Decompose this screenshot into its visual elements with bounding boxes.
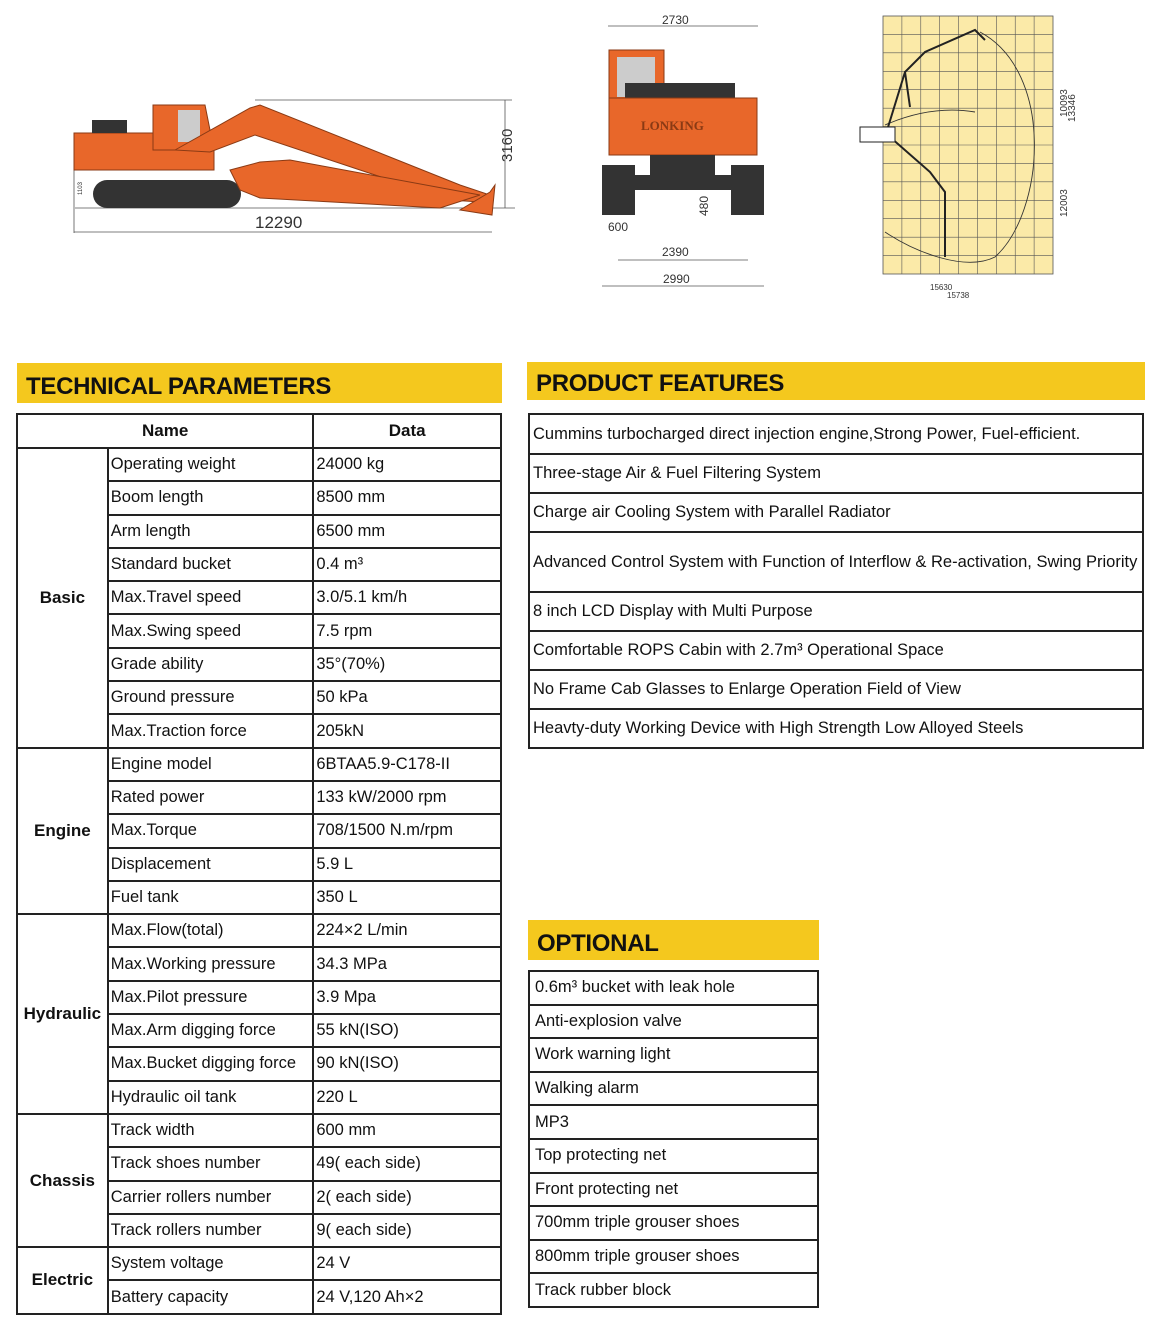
param-value: 24 V [313,1247,501,1280]
header-data: Data [313,414,501,448]
param-value: 90 kN(ISO) [313,1047,501,1080]
table-row [17,914,501,947]
param-name: Max.Torque [108,814,314,847]
param-value: 0.4 m³ [313,548,501,581]
optional-row [529,1206,818,1240]
feature-item: Cummins turbocharged direct injection engine,Strong Power, Fuel-efficient. [529,414,1143,454]
optional-row [529,1173,818,1207]
optional-row [529,1105,818,1139]
front-gauge-label: 2390 [662,245,689,259]
param-name: Battery capacity [108,1280,314,1313]
param-name: Engine model [108,748,314,781]
table-row [17,1114,501,1147]
param-value: 24 V,120 Ah×2 [313,1280,501,1313]
optional-item: MP3 [529,1105,818,1139]
param-value: 3.0/5.1 km/h [313,581,501,614]
optional-table [528,970,819,1308]
optional-item: Track rubber block [529,1273,818,1307]
feature-row [529,532,1143,592]
side-view-drawing [60,90,530,240]
table-row [17,448,501,481]
front-shoe-label: 600 [608,220,629,234]
optional-item: 800mm triple grouser shoes [529,1240,818,1274]
param-value: 9( each side) [313,1214,501,1247]
param-value: 224×2 L/min [313,914,501,947]
feature-item: No Frame Cab Glasses to Enlarge Operation Field of View [529,670,1143,709]
range-height2-label: 13346 [1067,94,1078,122]
param-name: Track width [108,1114,314,1147]
optional-item: Top protecting net [529,1139,818,1173]
param-name: Max.Bucket digging force [108,1047,314,1080]
param-name: Rated power [108,781,314,814]
optional-item: Walking alarm [529,1072,818,1106]
param-name: Max.Pilot pressure [108,981,314,1014]
optional-item: Front protecting net [529,1173,818,1207]
feature-row [529,709,1143,748]
group-label: Engine [17,748,108,914]
product-features-table [528,413,1144,749]
feature-row [529,631,1143,670]
param-name: Boom length [108,481,314,514]
side-height-label: 3160 [499,128,516,162]
feature-item: Charge air Cooling System with Parallel Radiator [529,493,1143,532]
param-name: Max.Working pressure [108,947,314,980]
range-reach-ground-label: 15630 [930,283,953,292]
optional-row [529,1038,818,1072]
param-name: Track shoes number [108,1147,314,1180]
param-value: 24000 kg [313,448,501,481]
optional-row [529,1273,818,1307]
param-value: 220 L [313,1081,501,1114]
param-name: Max.Flow(total) [108,914,314,947]
table-row [17,748,501,781]
param-value: 55 kN(ISO) [313,1014,501,1047]
param-name: Carrier rollers number [108,1181,314,1214]
param-value: 3.9 Mpa [313,981,501,1014]
param-name: Standard bucket [108,548,314,581]
optional-item: Anti-explosion valve [529,1005,818,1039]
optional-row [529,1240,818,1274]
param-value: 708/1500 N.m/rpm [313,814,501,847]
param-value: 133 kW/2000 rpm [313,781,501,814]
range-height-label: 10093 [1059,89,1070,117]
group-label: Basic [17,448,108,748]
optional-row [529,971,818,1005]
param-name: Displacement [108,848,314,881]
feature-item: Three-stage Air & Fuel Filtering System [529,454,1143,493]
front-overall-label: 2990 [663,272,690,286]
param-value: 34.3 MPa [313,947,501,980]
feature-item: Advanced Control System with Function of Interflow & Re-activation, Swing Priority [529,532,1143,592]
param-value: 6BTAA5.9-C178-II [313,748,501,781]
param-name: Max.Travel speed [108,581,314,614]
technical-parameters-heading: TECHNICAL PARAMETERS [17,363,502,403]
param-value: 5.9 L [313,848,501,881]
optional-heading: OPTIONAL [528,920,819,960]
product-features-heading: PRODUCT FEATURES [527,362,1145,400]
front-width-label: 2730 [662,13,689,27]
group-label: Hydraulic [17,914,108,1114]
param-name: Max.Traction force [108,714,314,747]
param-value: 600 mm [313,1114,501,1147]
param-name: Arm length [108,515,314,548]
side-clearance-label: 1103 [78,182,84,195]
param-value: 350 L [313,881,501,914]
param-name: Track rollers number [108,1214,314,1247]
feature-row [529,454,1143,493]
group-label: Chassis [17,1114,108,1247]
param-name: Max.Swing speed [108,614,314,647]
param-name: Operating weight [108,448,314,481]
feature-item: 8 inch LCD Display with Multi Purpose [529,592,1143,631]
param-name: Hydraulic oil tank [108,1081,314,1114]
optional-item: Work warning light [529,1038,818,1072]
technical-parameters-table [16,413,502,1315]
feature-row [529,592,1143,631]
feature-row [529,414,1143,454]
param-value: 2( each side) [313,1181,501,1214]
optional-row [529,1072,818,1106]
brand-logo: LONKING [641,118,704,133]
optional-row [529,1139,818,1173]
param-name: Grade ability [108,648,314,681]
param-value: 7.5 rpm [313,614,501,647]
group-label: Electric [17,1247,108,1314]
param-value: 8500 mm [313,481,501,514]
param-name: System voltage [108,1247,314,1280]
optional-row [529,1005,818,1039]
param-value: 205kN [313,714,501,747]
param-name: Max.Arm digging force [108,1014,314,1047]
param-value: 35°(70%) [313,648,501,681]
side-length-label: 12290 [255,213,303,232]
param-value: 50 kPa [313,681,501,714]
param-value: 6500 mm [313,515,501,548]
param-name: Ground pressure [108,681,314,714]
param-value: 49( each side) [313,1147,501,1180]
feature-item: Comfortable ROPS Cabin with 2.7m³ Operational Space [529,631,1143,670]
table-row [17,1247,501,1280]
param-name: Fuel tank [108,881,314,914]
front-view-drawing [595,10,775,290]
optional-item: 0.6m³ bucket with leak hole [529,971,818,1005]
range-max-reach-label: 15738 [947,291,970,300]
range-depth-label: 12003 [1059,189,1070,217]
feature-item: Heavty-duty Working Device with High Strength Low Alloyed Steels [529,709,1143,748]
header-name: Name [17,414,313,448]
optional-item: 700mm triple grouser shoes [529,1206,818,1240]
working-range-diagram [855,12,1085,302]
feature-row [529,493,1143,532]
front-clearance-label: 480 [697,195,711,216]
feature-row [529,670,1143,709]
